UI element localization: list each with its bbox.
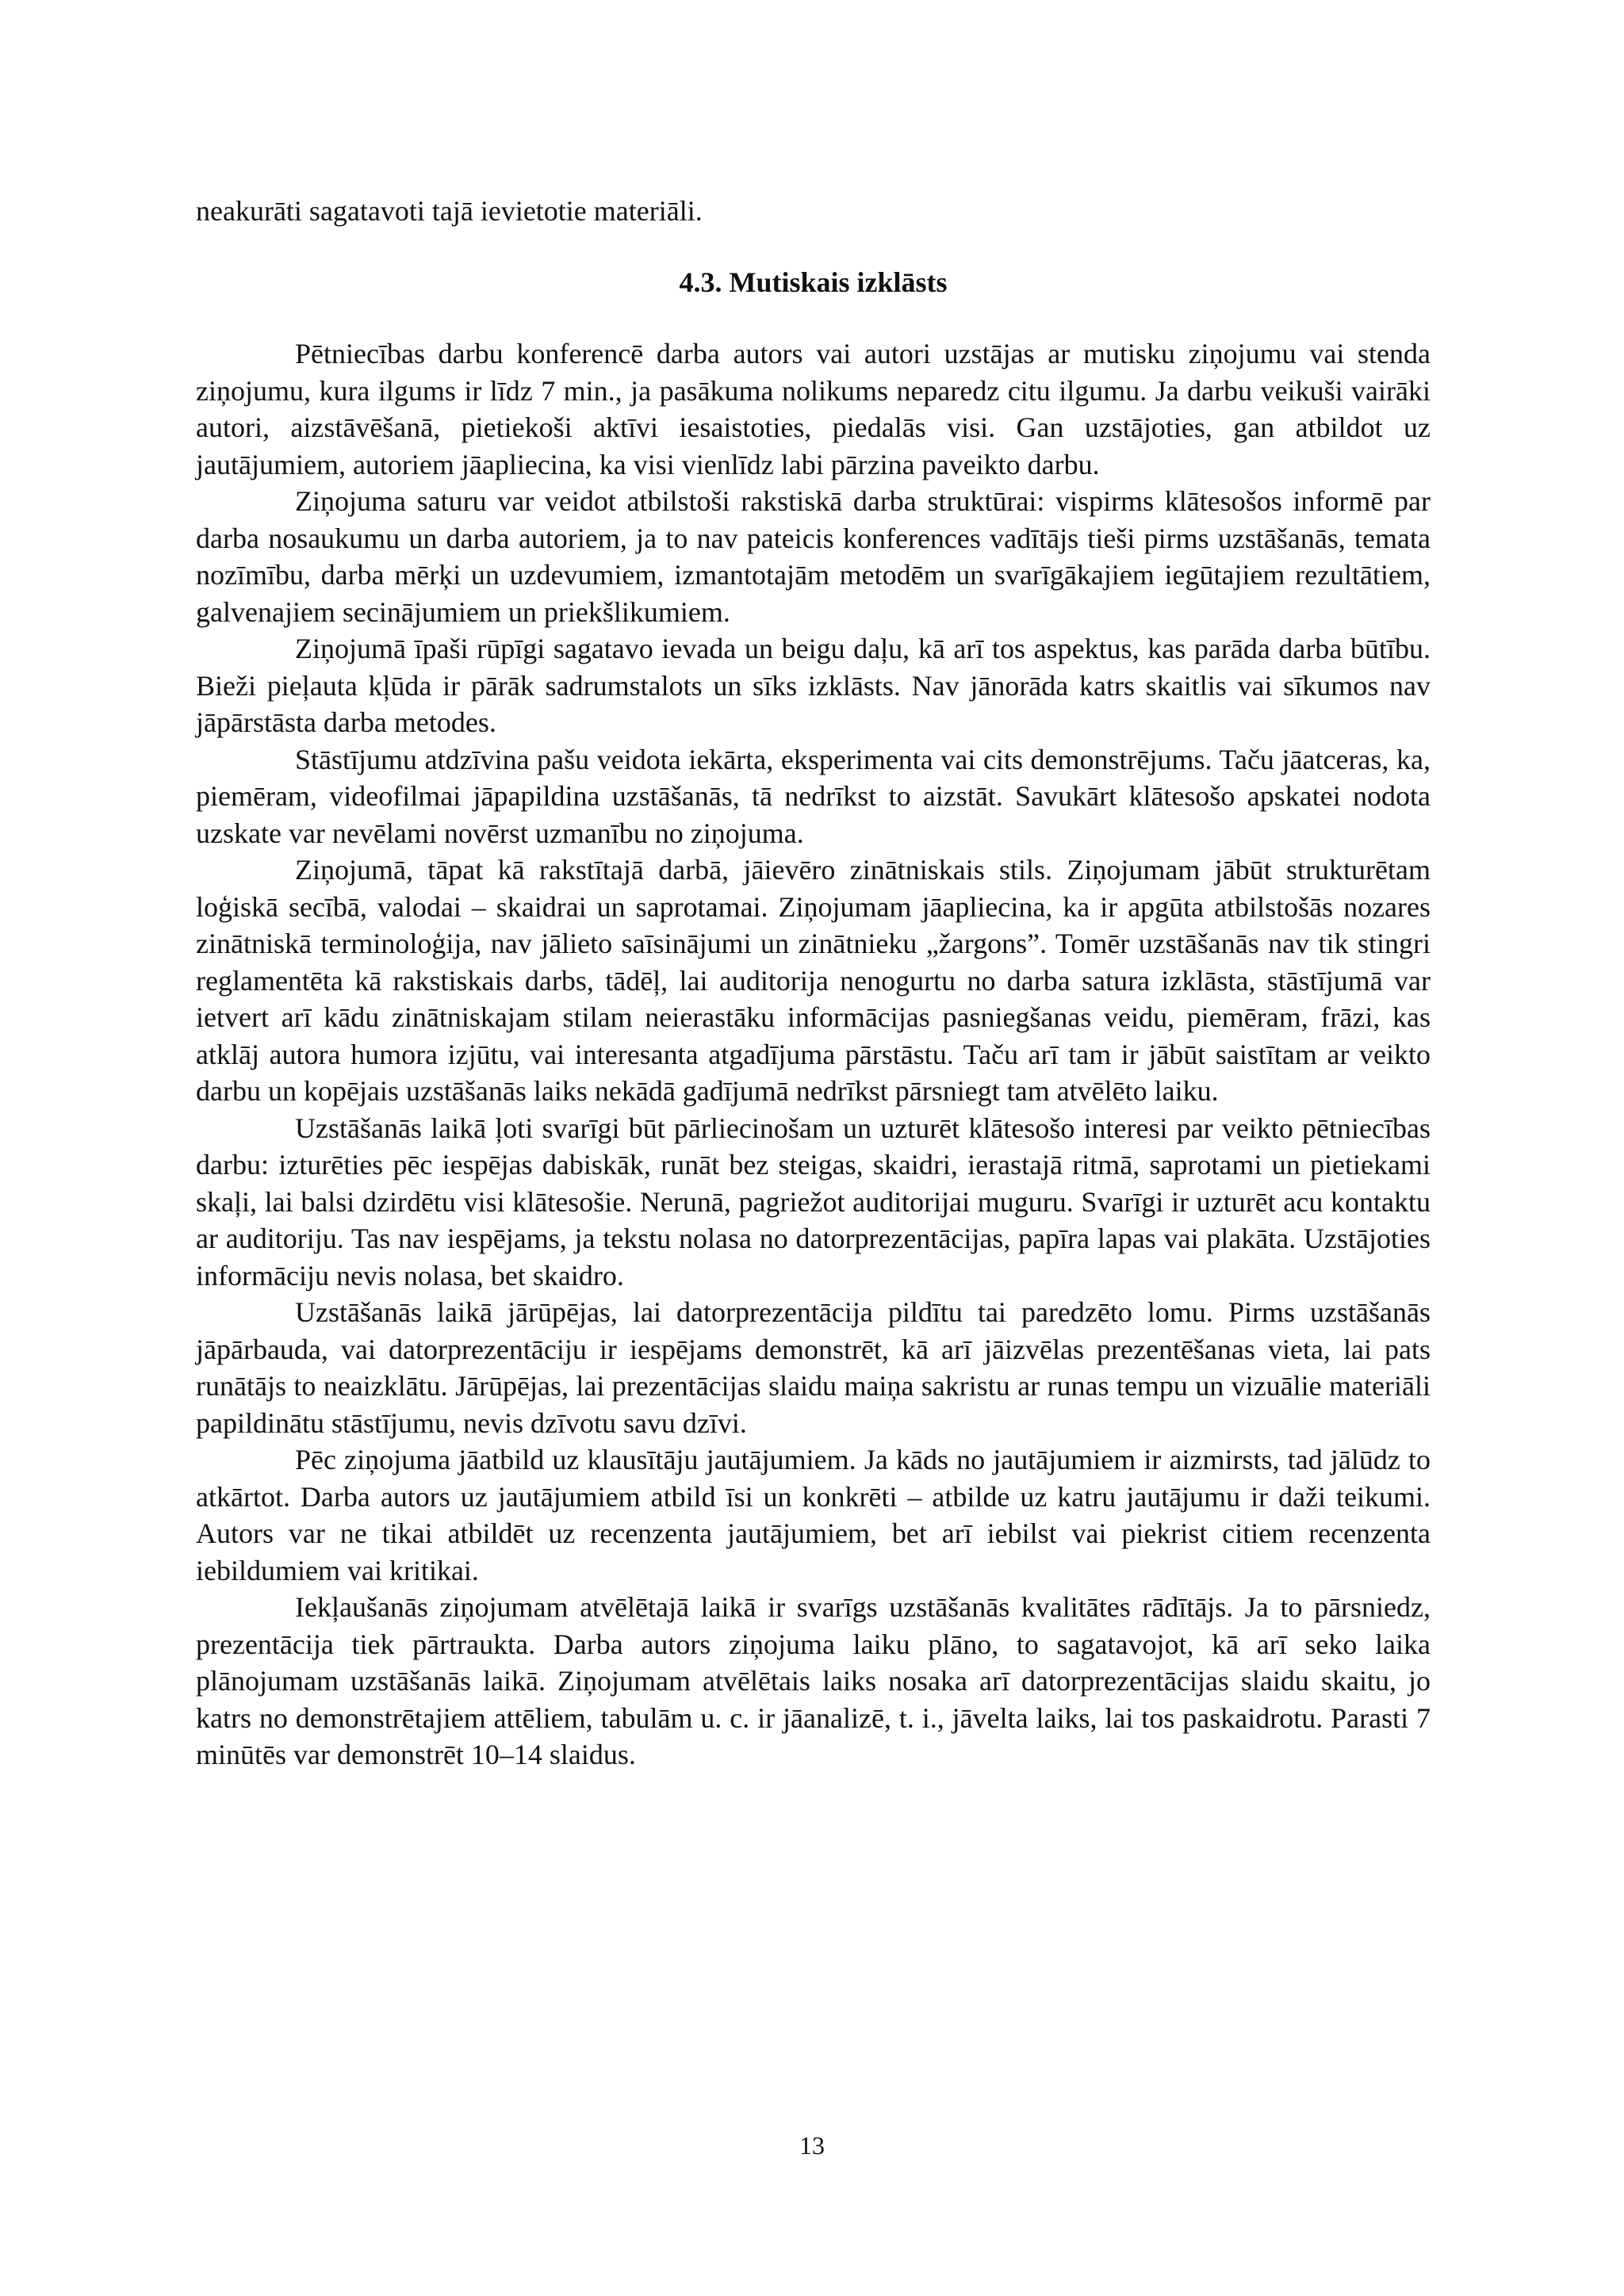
continued-text-line: neakurāti sagatavoti tajā ievietotie materiāli. xyxy=(196,195,703,227)
paragraph-5: Ziņojumā, tāpat kā rakstītajā darbā, jāievēro zinātniskais stils. Ziņojumam jābūt strukturētam loģiskā secībā, valodai – skaidrai un saprotamai. Ziņojumam jāapliecina, ka ir apgūta atbilstošās nozares zinātniskā terminoloģija, nav jālieto saīsinājumi un zinātnieku „žargons”. Tomēr uzstāšanās nav tik stingri reglamentēta kā rakstiskais darbs, tādēļ, lai auditorija nenogurtu no darba satura izklāsta, stāstījumā var ietvert arī kādu zinātniskajam stilam neierastāku informācijas pasniegšanas veidu, piemēram, frāzi, kas atklāj autora humora izjūtu, vai interesanta atgadījuma pārstāstu. Taču arī tam ir jābūt saistītam ar veikto darbu un kopējais uzstāšanās laiks nekādā gadījumā nedrīkst pārsniegt tam atvēlēto laiku. xyxy=(196,854,1431,1107)
paragraph-8: Pēc ziņojuma jāatbild uz klausītāju jautājumiem. Ja kāds no jautājumiem ir aizmirsts, tad jālūdz to atkārtot. Darba autors uz jautājumiem atbild īsi un konkrēti – atbilde uz katru jautājumu ir daži teikumi. Autors var ne tikai atbildēt uz recenzenta jautājumiem, bet arī iebilst vai piekrist citiem recenzenta iebildumiem vai kritikai. xyxy=(196,1444,1431,1586)
paragraph-2: Ziņojuma saturu var veidot atbilstoši rakstiskā darba struktūrai: vispirms klātesošos informē par darba nosaukumu un darba autoriem, ja to nav pateicis konferences vadītājs tieši pirms uzstāšanās, temata nozīmību, darba mērķi un uzdevumiem, izmantotajām metodēm un svarīgākajiem iegūtajiem rezultātiem, galvenajiem secinājumiem un priekšlikumiem. xyxy=(196,485,1431,628)
paragraph-6: Uzstāšanās laikā ļoti svarīgi būt pārliecinošam un uzturēt klātesošo interesi par veikto pētniecības darbu: izturēties pēc iespējas dabiskāk, runāt bez steigas, skaidri, ierastajā ritmā, saprotami un pietiekami skaļi, lai balsi dzirdētu visi klātesošie. Nerunā, pagriežot auditorijai muguru. Svarīgi ir uzturēt acu kontaktu ar auditoriju. Tas nav iespējams, ja tekstu nolasa no datorprezentācijas, papīra lapas vai plakāta. Uzstājoties informāciju nevis nolasa, bet skaidro. xyxy=(196,1112,1431,1292)
paragraph-7: Uzstāšanās laikā jārūpējas, lai datorprezentācija pildītu tai paredzēto lomu. Pirms uzstāšanās jāpārbauda, vai datorprezentāciju ir iespējams demonstrēt, kā arī jāizvēlas prezentēšanas vieta, lai pats runātājs to neaizklātu. Jārūpējas, lai prezentācijas slaidu maiņa sakristu ar runas tempu un vizuālie materiāli papildinātu stāstījumu, nevis dzīvotu savu dzīvi. xyxy=(196,1296,1431,1439)
paragraph-9: Iekļaušanās ziņojumam atvēlētajā laikā ir svarīgs uzstāšanās kvalitātes rādītājs. Ja to pārsniedz, prezentācija tiek pārtraukta. Darba autors ziņojuma laiku plāno, to sagatavojot, kā arī seko laika plānojumam uzstāšanās laikā. Ziņojumam atvēlētais laiks nosaka arī datorprezentācijas slaidu skaitu, jo katrs no demonstrētajiem attēliem, tabulām u. c. ir jāanalizē, t. i., jāvelta laiks, lai tos paskaidrotu. Parasti 7 minūtēs var demonstrēt 10–14 slaidus. xyxy=(196,1591,1431,1770)
paragraph-3: Ziņojumā īpaši rūpīgi sagatavo ievada un beigu daļu, kā arī tos aspektus, kas parāda darba būtību. Bieži pieļauta kļūda ir pārāk sadrumstalots un sīks izklāsts. Nav jānorāda katrs skaitlis vai sīkumos nav jāpārstāsta darba metodes. xyxy=(196,633,1431,738)
paragraph-1: Pētniecības darbu konferencē darba autors vai autori uzstājas ar mutisku ziņojumu vai stenda ziņojumu, kura ilgums ir līdz 7 min., ja pasākuma nolikums neparedz citu ilgumu. Ja darbu veikuši vairāki autori, aizstāvēšanā, pietiekoši aktīvi iesaistoties, piedalās visi. Gan uzstājoties, gan atbildot uz jautājumiem, autoriem jāapliecina, ka visi vienlīdz labi pārzina paveikto darbu. xyxy=(196,338,1431,480)
page-body xyxy=(196,193,1431,1774)
page-number: 13 xyxy=(799,2131,825,2160)
section-heading: 4.3. Mutiskais izklāsts xyxy=(679,266,948,298)
paragraph-4: Stāstījumu atdzīvina pašu veidota iekārta, eksperimenta vai cits demonstrējums. Taču jāatceras, ka, piemēram, videofilmai jāpapildina uzstāšanās, tā nedrīkst to aizstāt. Savukārt klātesošo apskatei nodota uzskate var nevēlami novērst uzmanību no ziņojuma. xyxy=(196,743,1431,849)
